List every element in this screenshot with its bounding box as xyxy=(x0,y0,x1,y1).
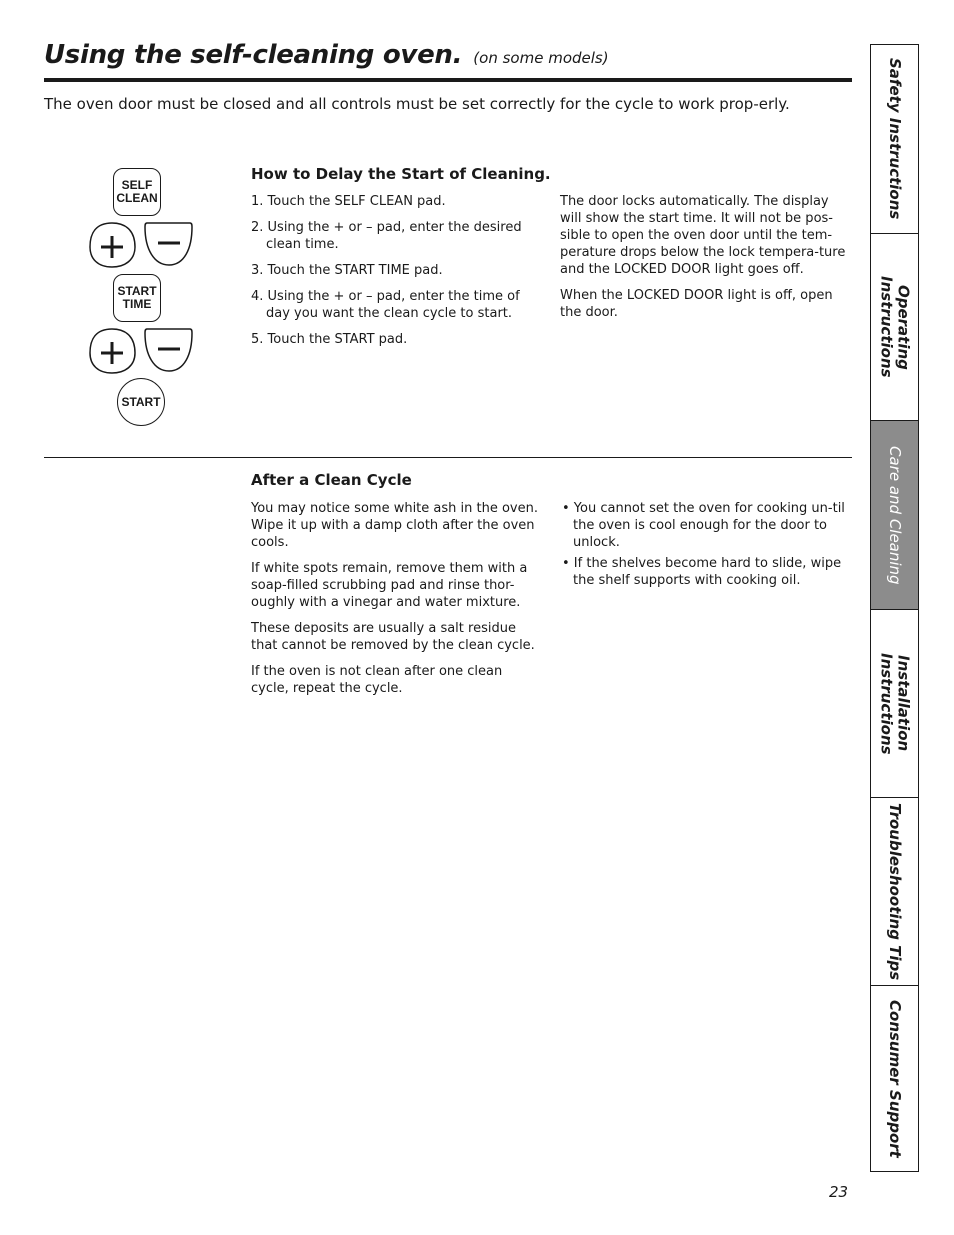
start-pad xyxy=(117,378,165,426)
delay-notes xyxy=(560,193,852,330)
after-paragraph: If the oven is not clean after one clean cycle, repeat the cycle. xyxy=(251,664,503,696)
intro-text: The oven door must be closed and all controls must be set correctly for the cycle to work prop-erly. xyxy=(44,95,790,113)
after-paragraph: These deposits are usually a salt residue that cannot be removed by the clean cycle. xyxy=(251,621,535,653)
tab-care-and-cleaning[interactable] xyxy=(871,421,918,610)
after-paragraph: You may notice some white ash in the oven. Wipe it up with a damp cloth after the oven cools. xyxy=(251,501,538,550)
self-clean-pad-line1: SELF xyxy=(121,178,153,192)
delay-step: 1. Touch the SELF CLEAN pad. xyxy=(251,194,446,209)
after-bullet: • You cannot set the oven for cooking un-til the oven is cool enough for the door to unlock. xyxy=(562,501,845,550)
delay-step: 4. Using the + or – pad, enter the time of day you want the clean cycle to start. xyxy=(251,289,520,321)
after-bullets xyxy=(562,500,854,593)
minus-pad-icon xyxy=(145,329,192,371)
tab-installation-instructions[interactable] xyxy=(871,610,918,798)
tab-troubleshooting-tips[interactable] xyxy=(871,798,918,986)
plus-minus-pads-1 xyxy=(88,221,194,269)
tab-safety-instructions[interactable] xyxy=(871,45,918,234)
minus-pad-icon xyxy=(145,223,192,265)
tab-label-line2: Instructions xyxy=(877,652,896,755)
tab-label: Operating xyxy=(894,284,913,370)
tab-operating-instructions[interactable] xyxy=(871,234,918,421)
self-clean-pad xyxy=(113,168,161,216)
start-time-pad-line1: START xyxy=(117,284,157,298)
tab-label: Safety Instructions xyxy=(886,58,904,220)
tab-label-line2: Instructions xyxy=(877,276,896,378)
after-paragraphs xyxy=(251,500,541,706)
page-title-row xyxy=(44,40,852,70)
after-paragraph: If white spots remain, remove them with a soap-filled scrubbing pad and rinse thor-oughly with a vinegar and water mixture. xyxy=(251,561,528,610)
tab-label: Installation xyxy=(894,655,913,752)
start-time-pad-line2: TIME xyxy=(122,297,152,311)
delay-note: The door locks automatically. The display will show the start time. It will not be pos-sible to open the oven door until the tem-perature drops below the lock tempera-ture and the LOCKED DOOR light goes off. xyxy=(560,194,846,277)
tab-consumer-support[interactable] xyxy=(871,986,918,1171)
delay-note: When the LOCKED DOOR light is off, open the door. xyxy=(560,288,833,320)
section-tabs xyxy=(870,44,919,1172)
delay-section-heading: How to Delay the Start of Cleaning. xyxy=(251,165,551,183)
self-clean-pad-line2: CLEAN xyxy=(116,191,158,205)
title-divider xyxy=(44,78,852,82)
plus-pad-icon xyxy=(90,329,135,373)
tab-label: Consumer Support xyxy=(886,999,904,1158)
delay-step: 5. Touch the START pad. xyxy=(251,332,408,347)
delay-steps xyxy=(251,193,536,357)
delay-step: 2. Using the + or – pad, enter the desired clean time. xyxy=(251,220,522,252)
plus-pad-icon xyxy=(90,223,135,267)
after-bullet: • If the shelves become hard to slide, wipe the shelf supports with cooking oil. xyxy=(562,556,842,588)
page-title: Using the self-cleaning oven. xyxy=(44,40,463,70)
start-time-pad xyxy=(113,274,161,322)
page-number: 23 xyxy=(829,1183,849,1201)
after-section-heading: After a Clean Cycle xyxy=(251,471,412,489)
control-panel-illustration xyxy=(82,164,212,434)
delay-step: 3. Touch the START TIME pad. xyxy=(251,263,443,278)
page-subtitle: (on some models) xyxy=(473,49,609,67)
section-divider xyxy=(44,457,852,458)
start-pad-label: START xyxy=(121,394,161,409)
tab-label: Care and Cleaning xyxy=(886,445,904,585)
tab-label: Troubleshooting Tips xyxy=(886,802,904,981)
plus-minus-pads-2 xyxy=(88,327,194,375)
